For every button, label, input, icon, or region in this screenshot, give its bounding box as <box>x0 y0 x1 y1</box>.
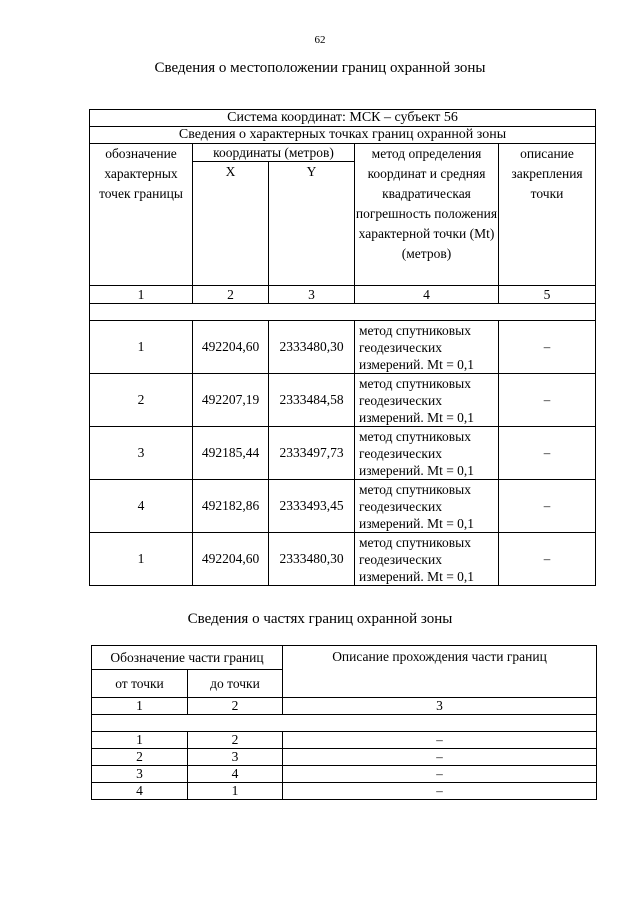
table-row <box>92 783 597 800</box>
from-point-header: от точки <box>92 670 188 698</box>
empty-separator-row <box>90 304 596 321</box>
table-row <box>90 374 596 427</box>
column-number: 2 <box>193 286 269 304</box>
description-value: – <box>499 427 596 480</box>
from-point: 3 <box>92 766 188 783</box>
part-description: – <box>283 732 597 749</box>
column-number: 1 <box>92 698 188 715</box>
description-value: – <box>499 321 596 374</box>
description-value: – <box>499 374 596 427</box>
point-id: 4 <box>90 480 193 533</box>
part-description-header: Описание прохождения части границ <box>283 646 597 698</box>
method-value: метод спутниковых геодезических измерений. Mt = 0,1 <box>355 427 499 480</box>
method-header: метод определения координат и средняя квадратическая погрешность положения характерной точки (Mt) (метров) <box>355 144 499 286</box>
y-value: 2333480,30 <box>269 321 355 374</box>
x-value: 492207,19 <box>193 374 269 427</box>
to-point: 3 <box>188 749 283 766</box>
method-value: метод спутниковых геодезических измерений. Mt = 0,1 <box>355 480 499 533</box>
table-row <box>92 732 597 749</box>
point-id: 2 <box>90 374 193 427</box>
points-table <box>89 109 596 586</box>
coordinates-header: координаты (метров) <box>193 144 355 162</box>
page-number: 62 <box>314 34 326 46</box>
point-id: 3 <box>90 427 193 480</box>
x-value: 492204,60 <box>193 533 269 586</box>
method-value: метод спутниковых геодезических измерений. Mt = 0,1 <box>355 533 499 586</box>
to-point-header: до точки <box>188 670 283 698</box>
to-point: 2 <box>188 732 283 749</box>
y-value: 2333493,45 <box>269 480 355 533</box>
part-description: – <box>283 766 597 783</box>
part-description: – <box>283 749 597 766</box>
column-number: 3 <box>269 286 355 304</box>
description-header: описание закрепления точки <box>499 144 596 286</box>
coordinate-system-header: Система координат: МСК – субъект 56 <box>90 110 596 127</box>
column-number: 4 <box>355 286 499 304</box>
method-value: метод спутниковых геодезических измерений. Mt = 0,1 <box>355 374 499 427</box>
section-title-boundaries: Сведения о местоположении границ охранной зоны <box>154 60 486 76</box>
from-point: 1 <box>92 732 188 749</box>
method-value: метод спутниковых геодезических измерений. Mt = 0,1 <box>355 321 499 374</box>
point-id: 1 <box>90 321 193 374</box>
to-point: 1 <box>188 783 283 800</box>
description-value: – <box>499 533 596 586</box>
table-row <box>90 427 596 480</box>
column-number: 3 <box>283 698 597 715</box>
y-header: Y <box>269 162 355 286</box>
x-value: 492182,86 <box>193 480 269 533</box>
to-point: 4 <box>188 766 283 783</box>
point-id: 1 <box>90 533 193 586</box>
description-value: – <box>499 480 596 533</box>
parts-table <box>91 645 597 800</box>
from-point: 4 <box>92 783 188 800</box>
column-number: 1 <box>90 286 193 304</box>
points-info-header: Сведения о характерных точках границ охранной зоны <box>90 127 596 144</box>
y-value: 2333480,30 <box>269 533 355 586</box>
part-designation-header: Обозначение части границ <box>92 646 283 670</box>
table-row <box>90 480 596 533</box>
table-row <box>92 749 597 766</box>
y-value: 2333497,73 <box>269 427 355 480</box>
part-description: – <box>283 783 597 800</box>
empty-separator-row <box>92 715 597 732</box>
table-row <box>92 766 597 783</box>
designation-header: обозначение характерных точек границы <box>90 144 193 286</box>
column-number: 5 <box>499 286 596 304</box>
column-number: 2 <box>188 698 283 715</box>
table-row <box>90 533 596 586</box>
table-row <box>90 321 596 374</box>
section-title-parts: Сведения о частях границ охранной зоны <box>187 611 453 627</box>
from-point: 2 <box>92 749 188 766</box>
x-value: 492185,44 <box>193 427 269 480</box>
x-value: 492204,60 <box>193 321 269 374</box>
y-value: 2333484,58 <box>269 374 355 427</box>
x-header: X <box>193 162 269 286</box>
